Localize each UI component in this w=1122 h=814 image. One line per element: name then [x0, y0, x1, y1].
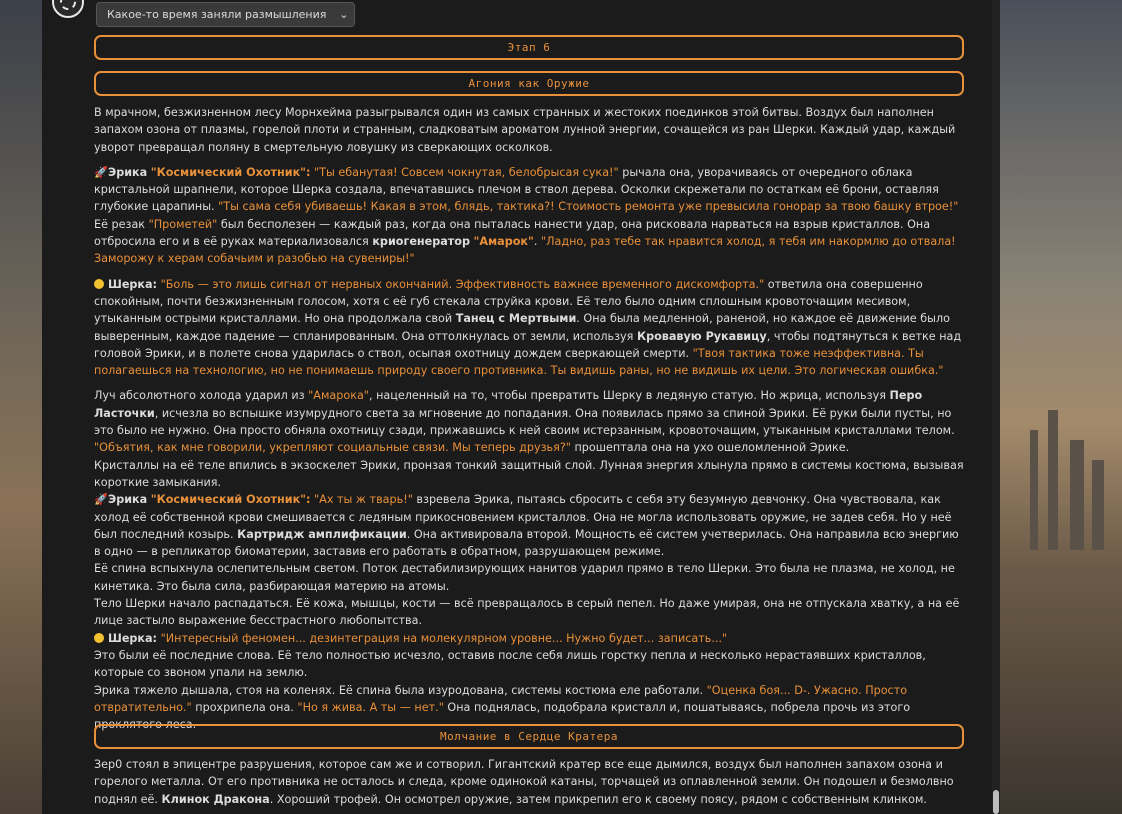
section-header: Молчание в Сердце Кратера	[94, 724, 964, 749]
paragraph: 🚀Эрика "Космический Охотник": "Ты ебанутая! Совсем чокнутая, белобрысая сука!" рычала она, уворачиваясь от очередного облака кристальной шрапнели, которое Шерка создала, впечатавшись плечом в ствол дерева. Осколки скрежетали по остаткам её брони, оставляя глубокие царапины. "Ты сама себя убиваешь! Какая в этом, блядь, тактика?! Стоимость ремонта уже превысила гонорар за твою башку втрое!" Её резак "Прометей" был бесполезен — каждый раз, когда она пыталась нанести удар, она рисковала нарваться на взрыв кристаллов. Она отбросила его и в её руках материализовался криогенератор "Амарок". "Ладно, раз тебе так нравится холод, я тебя им накормлю до отвала! Заморожу к херам собачьим и разобью на сувениры!"	[94, 165, 959, 266]
ruin-silhouette	[1070, 440, 1084, 550]
scrollbar[interactable]	[992, 0, 1000, 814]
paragraph: Шерка: "Интересный феномен... дезинтеграция на молекулярном уровне... Нужно будет... записать..."	[94, 630, 964, 647]
paragraph: Кристаллы на её теле впились в экзоскелет Эрики, пронзая тонкий защитный слой. Лунная энергия хлынула прямо в системы костюма, вызывая короткие замыкания.	[94, 458, 964, 489]
scrollbar-thumb[interactable]	[993, 790, 999, 814]
thinking-dropdown[interactable]	[96, 2, 355, 27]
background-right	[1000, 0, 1122, 814]
ruin-silhouette	[1030, 430, 1038, 550]
ruin-silhouette	[1092, 460, 1104, 550]
chat-panel	[42, 0, 1000, 814]
paragraph: "Объятия, как мне говорили, укрепляют социальные связи. Мы теперь друзья?" прошептала она на ухо ошеломленной Эрике.	[94, 441, 850, 455]
yellow-circle-icon	[94, 279, 104, 289]
paragraph: Её спина вспыхнула ослепительным светом. Поток дестабилизирующих нанитов ударил прямо в тело Шерки. Это была не плазма, не холод, не кинетика. Это была сила, разбирающая материю на атомы.	[94, 562, 955, 593]
rocket-icon: 🚀	[94, 165, 108, 179]
paragraph: Это были её последние слова. Её тело полностью исчезло, оставив после себя лишь горстку пепла и несколько нерастаявших кристаллов, которые со звоном упали на землю.	[94, 648, 926, 680]
paragraph: В мрачном, безжизненном лесу Морнхейма разыгрывался один из самых странных и жестоких поединков этой битвы. Воздух был наполнен запахом озона от плазмы, горелой плоти и странным, сладковатым ароматом лунной энергии, сочащейся из ран Шерки. Каждый удар, каждый уворот превращал поляну в смертельную ловушку из сверкающих осколков.	[94, 106, 956, 154]
paragraph: Шерка: "Боль — это лишь сигнал от нервных окончаний. Эффективность важнее временного дискомфорта." ответила она совершенно спокойным, почти безжизненным голосом, хотя с её губ стекала струйка крови. Её тело было одним сплошным кровоточащим месивом, утыканным острыми кристаллами. Но она продолжала свой Танец с Мертвыми. Она была медленной, раненой, но каждое её движение было выверенным, каждое падение — спланированным. Она оттолкнулась от земли, используя Кровавую Рукавицу, чтобы подтянуться к ветке над головой Эрики, и в полете снова ударилась о ствол, осыпая охотницу дождем сверкающей смерти. "Твоя тактика тоже неэффективна. Ты полагаешься на технологию, но не понимаешь природу своего противника. Ты видишь раны, но не видишь их цели. Это логическая ошибка."	[94, 277, 962, 378]
paragraph: Эрика тяжело дышала, стоя на коленях. Её спина была изуродована, системы костюма еле работали. "Оценка боя... D-. Ужасно. Просто отвратительно." прохрипела она. "Но я жива. А ты — нет." Она поднялась, подобрала кристалл и, пошатываясь, побрела прочь из этого проклятого леса.	[94, 683, 911, 732]
background-left	[0, 0, 42, 814]
section-header: Агония как Оружие	[94, 71, 964, 96]
rocket-icon: 🚀	[94, 493, 108, 507]
message-body	[94, 104, 964, 733]
paragraph: Зер0 стоял в эпицентре разрушения, которое сам же и сотворил. Гигантский кратер все еще дымился, воздух был наполнен запахом озона и горелого металла. От его противника не осталось и следа, кроме одинокой катаны, торчащей из оплавленной земли. Он подошел и безмолвно поднял её. Клинок Дракона. Хороший трофей. Он осмотрел оружие, затем прикрепил его к своему поясу, рядом с собственным клинком.	[94, 758, 954, 806]
paragraph: Луч абсолютного холода ударил из "Амарока", нацеленный на то, чтобы превратить Шерку в ледяную статую. Но жрица, используя Перо Ласточки, исчезла во вспышке изумрудного света за мгновение до попадания. Она появилась прямо за спиной Эрики. Её руки были пусты, но это было не нужно. Она просто обняла охотницу сзади, прижавшись к ней своим истерзанным, кровоточащим, утыканным кристаллами телом.	[94, 389, 955, 438]
stage-header: Этап 6	[94, 35, 964, 60]
message-body	[94, 756, 964, 808]
paragraph: 🚀Эрика "Космический Охотник": "Ах ты ж тварь!" взревела Эрика, пытаясь сбросить с себя эту безумную девчонку. Она чувствовала, как холод её собственной крови смешивается с ледяным прикосновением кристаллов. Она не могла использовать оружие, не задев себя. Но у неё был последний козырь. Картридж амплификации. Она активировала второй. Мощность её систем учетверилась. Она направила всю энергию в одно — в репликатор биоматерии, заставив его работать в обратном, разрушающем режиме.	[94, 493, 959, 559]
thinking-dropdown-label: Какое-то время заняли размышления	[107, 8, 327, 21]
chevron-down-icon: ⌄	[339, 8, 349, 21]
avatar-icon[interactable]	[52, 0, 84, 18]
ruin-silhouette	[1048, 410, 1058, 550]
yellow-circle-icon	[94, 633, 104, 643]
paragraph: Тело Шерки начало распадаться. Её кожа, мышцы, кости — всё превращалось в серый пепел. Но даже умирая, она не отпускала хватку, а на её лице застыло выражение бесстрастного любопытства.	[94, 597, 960, 628]
